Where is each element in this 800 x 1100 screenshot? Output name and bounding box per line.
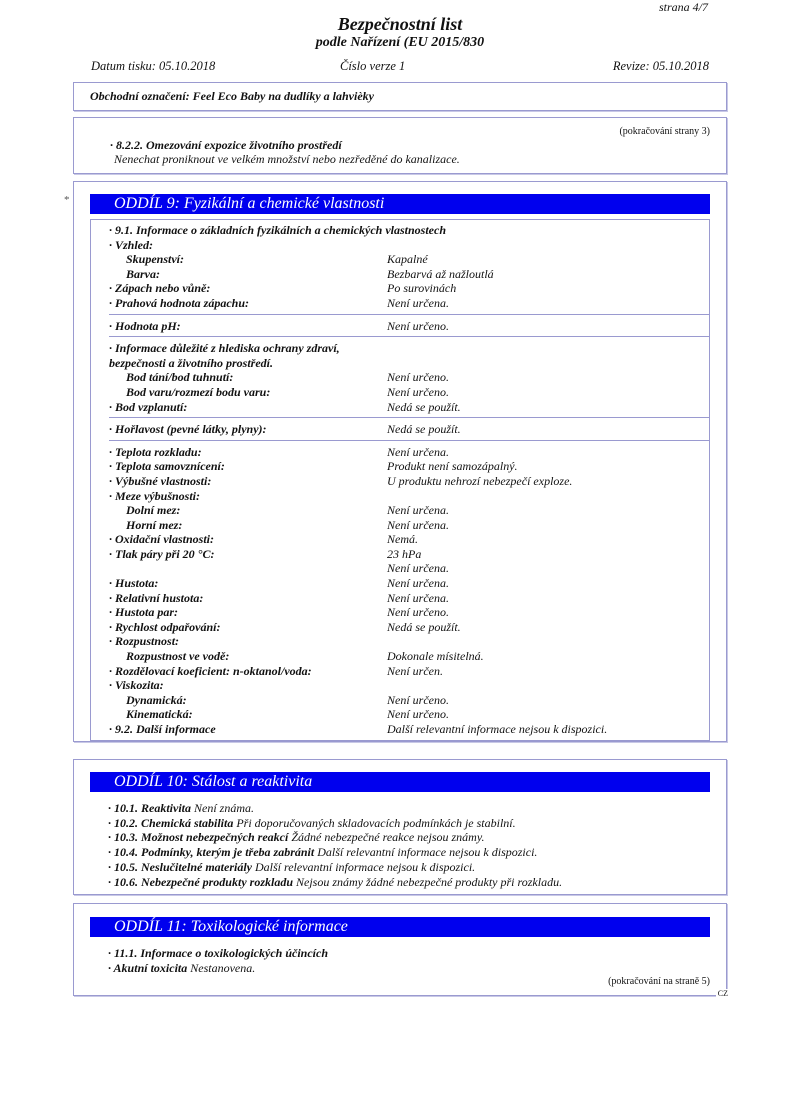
item-label: · 10.3. Možnost nebezpečných reakcí <box>108 830 289 845</box>
property-row <box>109 620 709 635</box>
item-label: · 11.1. Informace o toxikologických účincích <box>108 946 328 960</box>
property-label: Barva: <box>126 266 160 281</box>
list-item <box>108 816 562 831</box>
document-title: Bezpečnostní list <box>337 14 463 34</box>
property-row <box>109 561 709 576</box>
property-value: U produktu nehrozí nebezpečí exploze. <box>387 473 573 488</box>
property-label: Bod varu/rozmezí bodu varu: <box>126 384 271 399</box>
item-text: Nejsou známy žádné nebezpečné produkty při rozkladu. <box>293 874 563 889</box>
page-number: strana 4/7 <box>658 0 708 14</box>
property-label: · Rozdělovací koeficient: n-oktanol/voda: <box>109 663 312 678</box>
continued-from: (pokračování strany 3) <box>619 126 710 137</box>
properties-table <box>90 219 710 741</box>
property-row <box>109 238 709 253</box>
property-row <box>109 459 709 474</box>
section-10-header: ODDÍL 10: Stálost a reaktivita <box>90 772 710 792</box>
property-label: · Rychlost odpařování: <box>109 619 221 634</box>
property-label: · Meze výbušnosti: <box>109 488 200 503</box>
property-value: Další relevantní informace nejsou k dispozici. <box>387 722 608 736</box>
list-item <box>108 830 562 845</box>
property-group <box>109 314 709 337</box>
list-item <box>108 961 328 976</box>
property-label: Kinematická: <box>126 707 193 722</box>
property-row <box>109 281 709 296</box>
section-11-header: ODDÍL 11: Toxikologické informace <box>90 917 710 937</box>
property-label: · Hodnota pH: <box>109 318 181 333</box>
property-value: Bezbarvá až nažloutlá <box>387 266 494 281</box>
property-row <box>109 678 709 693</box>
property-row <box>109 722 709 737</box>
property-value: Nedá se použít. <box>387 619 461 634</box>
item-text: Nestanovena. <box>187 960 256 975</box>
change-marker: * <box>64 194 70 206</box>
section-10-box <box>73 759 727 895</box>
continued-to: (pokračování na straně 5) <box>608 976 710 987</box>
property-value: Kapalné <box>387 252 428 267</box>
property-label: · Tlak páry při 20 °C: <box>109 546 215 561</box>
property-label: · Viskozita: <box>109 678 164 693</box>
property-value: Není určeno. <box>387 605 449 620</box>
property-row <box>109 518 709 533</box>
property-value: Není určena. <box>387 590 449 605</box>
item-label: · 10.6. Nebezpečné produkty rozkladu <box>108 874 293 889</box>
property-row <box>109 370 709 385</box>
property-row <box>109 532 709 547</box>
list-item <box>108 946 328 961</box>
property-row <box>109 693 709 708</box>
stability-list <box>108 801 562 889</box>
item-text: Není známa. <box>191 801 254 815</box>
property-row <box>109 445 709 460</box>
property-value: Dokonale mísitelná. <box>387 649 484 664</box>
property-label: Dynamická: <box>126 692 187 707</box>
property-row <box>109 591 709 606</box>
property-value: Není určena. <box>387 517 449 532</box>
property-value: Není určeno. <box>387 370 449 385</box>
property-row <box>109 634 709 649</box>
property-row <box>109 474 709 489</box>
property-label: · Prahová hodnota zápachu: <box>109 295 250 310</box>
property-group <box>109 417 709 440</box>
item-label: · 10.4. Podmínky, kterým je třeba zabránit <box>108 845 315 860</box>
version-number: Číslo verze 1 <box>340 59 406 73</box>
property-label: · Teplota samovznícení: <box>109 459 225 474</box>
property-label: Bod tání/bod tuhnutí: <box>126 370 234 385</box>
property-group <box>109 336 709 417</box>
list-item <box>108 801 562 816</box>
property-value: Nedá se použít. <box>387 422 461 437</box>
item-label: · Akutní toxicita <box>108 960 188 975</box>
property-row <box>109 649 709 664</box>
section-8-text: Nenechat proniknout ve velkém množství nebo nezředěné do kanalizace. <box>114 152 460 166</box>
property-label: · 9.2. Další informace <box>109 722 216 736</box>
property-row <box>109 576 709 591</box>
item-label: · 10.5. Neslučitelné materiály <box>108 859 252 874</box>
property-value: Není určeno. <box>387 692 449 707</box>
document-subtitle: podle Nařízení (EU 2015/830 <box>315 35 485 50</box>
trade-name-box <box>73 82 727 111</box>
property-label: · Hustota: <box>109 576 159 591</box>
property-value: Není určena. <box>387 444 449 459</box>
property-label: · Bod vzplanutí: <box>109 399 188 414</box>
property-row <box>109 356 709 371</box>
item-text: Žádné nebezpečné reakce nejsou známy. <box>288 830 485 845</box>
list-item <box>108 845 562 860</box>
property-label: · Hustota par: <box>109 605 179 620</box>
property-label: · Relativní hustota: <box>109 590 204 605</box>
property-row <box>109 319 709 334</box>
property-row <box>109 547 709 562</box>
property-row <box>109 341 709 356</box>
section-9-box <box>73 181 727 742</box>
property-value: Není určeno. <box>387 707 449 722</box>
property-label: Dolní mez: <box>126 503 181 518</box>
property-row <box>109 223 709 238</box>
property-value: Nedá se použít. <box>387 399 461 414</box>
property-group <box>109 220 709 314</box>
property-row <box>109 267 709 282</box>
property-group <box>109 440 709 740</box>
property-label: · Výbušné vlastnosti: <box>109 473 212 488</box>
property-row <box>109 252 709 267</box>
property-row <box>109 605 709 620</box>
property-row <box>109 503 709 518</box>
property-label: · Zápach nebo vůně: <box>109 281 211 296</box>
property-label: bezpečnosti a životního prostředí. <box>109 355 274 370</box>
property-value: 23 hPa <box>387 546 422 561</box>
property-label: Horní mez: <box>126 517 183 532</box>
item-text: Další relevantní informace nejsou k dispozici. <box>251 859 476 874</box>
item-label: · 10.2. Chemická stabilita <box>108 815 234 830</box>
trade-name: Obchodní označení: Feel Eco Baby na dudlíky a lahvièky <box>90 89 374 103</box>
property-value: Není určena. <box>387 503 449 518</box>
property-value: Není určena. <box>387 576 449 591</box>
item-text: Další relevantní informace nejsou k dispozici. <box>314 845 538 860</box>
property-label: · Informace důležité z hlediska ochrany zdraví, <box>109 341 340 356</box>
list-item <box>108 860 562 875</box>
property-value: Není určeno. <box>387 384 449 399</box>
property-value: Není určena. <box>387 295 449 310</box>
item-label: · 10.1. Reaktivita <box>108 801 191 815</box>
property-value: Produkt není samozápalný. <box>387 459 518 474</box>
toxicology-list <box>108 946 328 975</box>
property-label: · Hořlavost (pevné látky, plyny): <box>109 422 267 437</box>
property-row <box>109 400 709 415</box>
property-row <box>109 489 709 504</box>
print-date: Datum tisku: 05.10.2018 <box>91 59 216 73</box>
property-value: Není určena. <box>387 561 449 576</box>
property-value: Není určeno. <box>387 318 449 333</box>
country-code: CZ <box>717 989 728 998</box>
property-row <box>109 385 709 400</box>
property-row <box>109 664 709 679</box>
property-label: Rozpustnost ve vodě: <box>126 649 230 664</box>
property-label: · Rozpustnost: <box>109 634 180 649</box>
revision-date: Revize: 05.10.2018 <box>612 59 709 73</box>
section-8-box <box>73 117 727 174</box>
property-label: · 9.1. Informace o základních fyzikálních a chemických vlastnostech <box>109 223 446 237</box>
property-row <box>109 296 709 311</box>
property-label: · Oxidační vlastnosti: <box>109 532 215 547</box>
section-11-box <box>73 903 727 996</box>
property-value: Není určen. <box>387 663 443 678</box>
property-value: Nemá. <box>387 532 418 547</box>
list-item <box>108 875 562 890</box>
item-text: Při doporučovaných skladovacích podmínkách je stabilní. <box>233 815 516 830</box>
property-label: Skupenství: <box>126 252 185 267</box>
section-9-header: ODDÍL 9: Fyzikální a chemické vlastnosti <box>90 194 710 214</box>
property-label: · Vzhled: <box>109 237 154 252</box>
section-8-heading: · 8.2.2. Omezování expozice životního prostředí <box>110 138 342 152</box>
property-row <box>109 422 709 437</box>
property-label: · Teplota rozkladu: <box>109 444 202 459</box>
property-value: Po surovinách <box>387 281 457 296</box>
property-row <box>109 707 709 722</box>
